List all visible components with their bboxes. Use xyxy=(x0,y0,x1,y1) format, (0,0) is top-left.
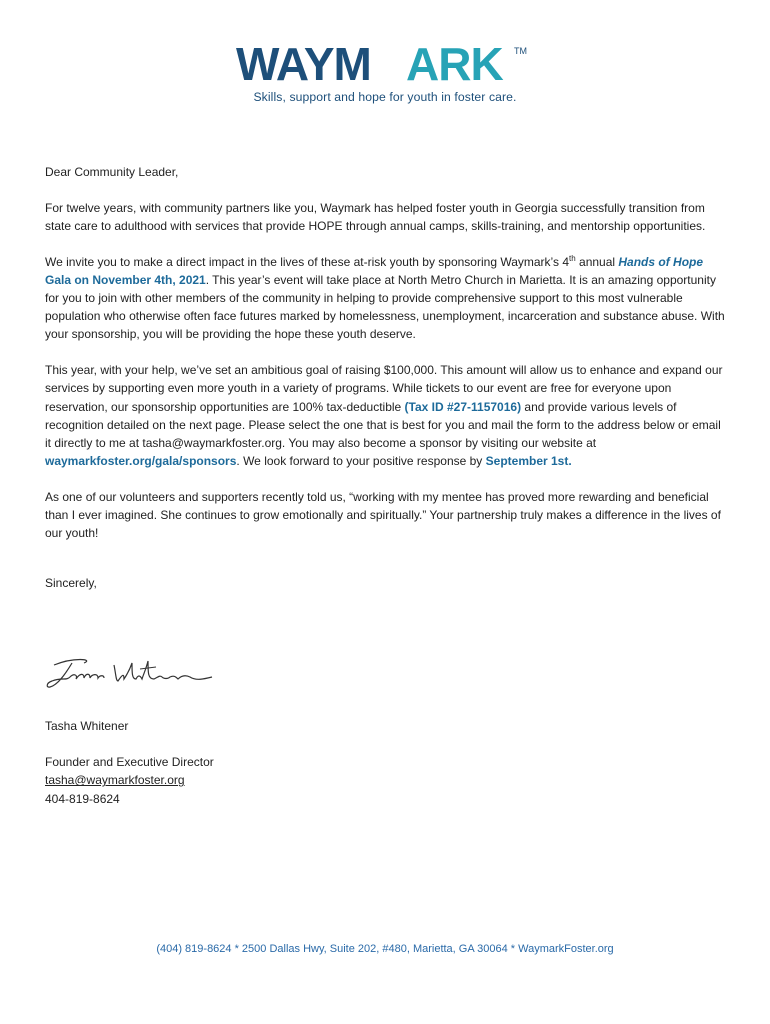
signature-icon xyxy=(44,651,224,695)
letter-body xyxy=(45,163,727,610)
paragraph-3: This year, with your help, we’ve set an ambitious goal of raising $100,000. This amount will allow us to enhance and expand our services by supporting even more youth in a variety of programs. While tickets to our event are free for everyone upon reservation, our sponsorship opportunities are 100% tax-deductible (Tax ID #27-1157016) and provide various levels of recognition detailed on the next page. Please select the one that is best for you and mail the form to the address below or email it directly to me at tasha@waymarkfoster.org. You may also become a sponsor by visiting our website at waymarkfoster.org/gala/sponsors. We look forward to your positive response by September 1st. xyxy=(45,363,723,469)
waymark-logo-mark xyxy=(230,40,540,86)
signature-image xyxy=(44,651,224,700)
svg-text:ARK: ARK xyxy=(406,40,503,86)
paragraph-4: As one of our volunteers and supporters recently told us, “working with my mentee has proved more rewarding and beneficial than I ever imagined. She continues to grow emotionally and spiritually.” Your partnership truly makes a difference in the lives of our youth! xyxy=(45,489,721,541)
paragraph-2: We invite you to make a direct impact in the lives of these at-risk youth by sponsoring Waymark’s 4th annual Hands of Hope Gala on November 4th, 2021. This year’s event will take place at North Metro Church in Marietta. It is an amazing opportunity for you to join with other members of the community in helping to provide comprehensive support to this most vulnerable population who otherwise often face futures marked by homelessness, unemployment, incarceration and substance abuse. With your sponsorship, you will be providing the hope these youth deserve. xyxy=(45,253,725,342)
svg-text:WAYM: WAYM xyxy=(236,40,371,86)
signer-block xyxy=(45,717,445,808)
footer-contact: (404) 819-8624 * 2500 Dallas Hwy, Suite 202, #480, Marietta, GA 30064 * WaymarkFoster.org xyxy=(156,943,614,955)
signer-email-link[interactable]: tasha@waymarkfoster.org xyxy=(45,773,185,788)
sponsor-website-link[interactable]: waymarkfoster.org/gala/sponsors xyxy=(45,454,237,469)
greeting: Dear Community Leader, xyxy=(45,165,179,179)
svg-text:TM: TM xyxy=(514,46,527,56)
waymark-logo xyxy=(0,40,770,86)
signer-title: Founder and Executive Director xyxy=(45,755,214,770)
tax-id: (Tax ID #27-1157016) xyxy=(404,399,522,414)
event-name: Hands of Hope xyxy=(618,254,704,269)
gala-date: Gala on November 4th, 2021 xyxy=(45,272,206,287)
response-deadline: September 1st. xyxy=(485,454,572,469)
signer-phone: 404-819-8624 xyxy=(45,791,120,806)
closing: Sincerely, xyxy=(45,576,97,591)
tagline: Skills, support and hope for youth in foster care. xyxy=(253,90,517,104)
signer-name: Tasha Whitener xyxy=(45,719,129,733)
paragraph-1: For twelve years, with community partners like you, Waymark has helped foster youth in Georgia successfully transition from state care to adulthood with services that provide HOPE through annual camps, skills-training, and mentorship opportunities. xyxy=(45,200,706,233)
